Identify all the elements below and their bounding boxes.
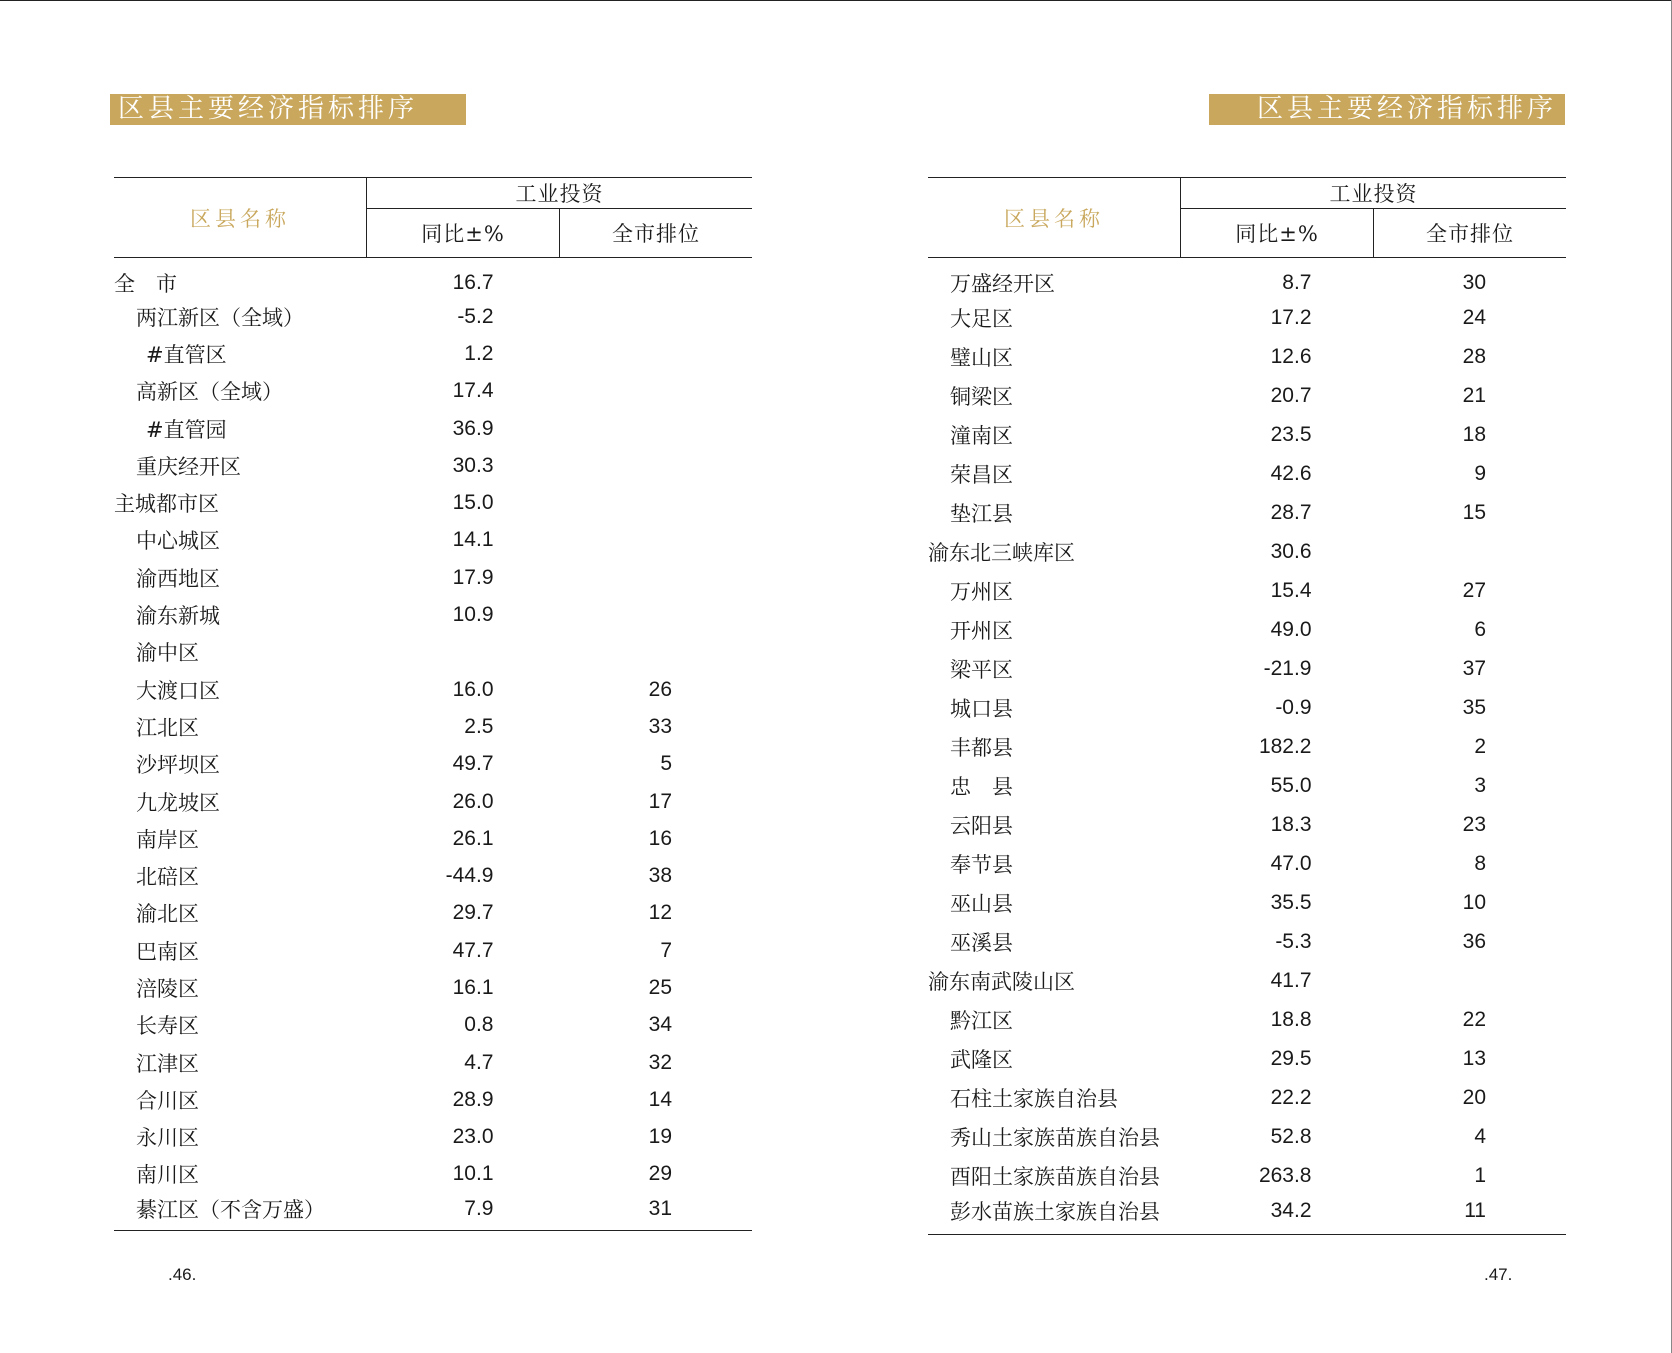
table-body (928, 258, 1566, 1235)
table-row (114, 1007, 752, 1044)
page-number: .46. (168, 1265, 197, 1284)
yoy-value-cell: 55.0 (1270, 773, 1312, 797)
yoy-value-cell: 29.5 (1270, 1046, 1312, 1070)
rank-value-cell: 25 (648, 975, 672, 999)
table-row (114, 969, 752, 1006)
district-name-cell: 南川区 (136, 1163, 199, 1188)
district-name-cell: 江津区 (136, 1051, 199, 1076)
yoy-value-cell: 47.7 (452, 938, 494, 962)
district-name-cell: 城口县 (950, 696, 1013, 721)
rank-value-cell: 27 (1462, 578, 1486, 602)
table-row (114, 932, 752, 969)
rank-value-cell: 28 (1462, 344, 1486, 368)
yoy-value-cell: 52.8 (1270, 1124, 1312, 1148)
table-row (928, 532, 1566, 571)
district-name-cell: 渝东南武陵山区 (928, 969, 1075, 994)
district-name-cell: 丰都县 (950, 735, 1013, 760)
rank-value-cell: 7 (660, 938, 672, 962)
district-name-cell: 沙坪坝区 (136, 753, 220, 778)
district-name-cell: 开州区 (950, 618, 1013, 643)
table-row (114, 1044, 752, 1081)
rank-value-cell (560, 522, 753, 559)
rank-header: 全市排位 (1374, 209, 1567, 258)
table-row (928, 922, 1566, 961)
district-name-cell: 渝中区 (136, 641, 199, 666)
table-row (114, 298, 752, 335)
district-name-cell: 大足区 (950, 306, 1013, 331)
table-row (928, 766, 1566, 805)
table-row (114, 1119, 752, 1156)
yoy-value-cell: 4.7 (464, 1050, 494, 1074)
table-row (928, 571, 1566, 610)
rank-value-cell (560, 258, 753, 299)
yoy-value-cell: 47.0 (1270, 851, 1312, 875)
yoy-value-cell: 22.2 (1270, 1085, 1312, 1109)
table-row (928, 688, 1566, 727)
table-row (114, 373, 752, 410)
district-name-cell: 云阳县 (950, 813, 1013, 838)
yoy-value-cell: 17.4 (452, 379, 494, 403)
district-name-cell: 石柱土家族自治县 (950, 1086, 1118, 1111)
rank-value-cell: 26 (648, 677, 672, 701)
yoy-value-cell: 8.7 (1282, 271, 1312, 294)
rank-value-cell: 14 (648, 1087, 672, 1111)
district-name-cell: 南岸区 (136, 827, 199, 852)
rank-value-cell: 20 (1462, 1085, 1486, 1109)
district-name-cell: 江北区 (136, 715, 199, 740)
table-row (114, 820, 752, 857)
rank-value-cell: 9 (1474, 461, 1486, 485)
district-name-cell: 渝东新城 (136, 604, 220, 629)
district-name-cell: 渝西地区 (136, 566, 220, 591)
yoy-value-cell: 30.6 (1270, 539, 1312, 563)
district-name-cell: 北碚区 (136, 865, 199, 890)
rank-value-cell: 17 (648, 789, 672, 813)
yoy-value-cell: -5.2 (457, 304, 494, 328)
district-name-cell: 九龙坡区 (136, 790, 220, 815)
rank-value-cell (560, 335, 753, 372)
yoy-value-cell: 263.8 (1258, 1163, 1312, 1187)
rank-value-cell: 10 (1462, 890, 1486, 914)
rank-value-cell: 31 (560, 1193, 753, 1230)
district-name-cell: 武隆区 (950, 1047, 1013, 1072)
yoy-header: 同比±% (1181, 209, 1374, 258)
rank-header: 全市排位 (560, 209, 753, 258)
rank-value-cell: 2 (1474, 734, 1486, 758)
table-row (114, 522, 752, 559)
yoy-value-cell: 16.7 (452, 271, 494, 294)
rank-value-cell: 37 (1462, 656, 1486, 680)
table-row (114, 708, 752, 745)
yoy-value-cell: 23.0 (452, 1125, 494, 1149)
yoy-value-cell: 1.2 (464, 341, 494, 365)
table-row (114, 857, 752, 894)
yoy-value-cell: 16.0 (452, 677, 494, 701)
district-name-cell: 忠 县 (950, 774, 1013, 799)
rank-value-cell: 11 (1374, 1195, 1567, 1234)
district-name-cell: 荣昌区 (950, 462, 1013, 487)
table-row (928, 298, 1566, 337)
yoy-value-cell: 28.7 (1270, 500, 1312, 524)
district-name-cell: 巫山县 (950, 891, 1013, 916)
rank-value-cell: 24 (1462, 305, 1486, 329)
rank-value-cell (560, 484, 753, 521)
yoy-value-cell: 14.1 (452, 528, 494, 552)
table-row (928, 727, 1566, 766)
yoy-value-cell: 7.9 (367, 1193, 560, 1230)
yoy-value-cell: 12.6 (1270, 344, 1312, 368)
district-name-cell: 主城都市区 (114, 492, 219, 517)
district-name-cell: 万盛经开区 (950, 272, 1055, 296)
district-name-cell: #直管区 (146, 342, 227, 367)
yoy-value-cell: 10.9 (452, 603, 494, 627)
district-name-cell: 璧山区 (950, 345, 1013, 370)
industrial-investment-table (928, 177, 1566, 1235)
yoy-header: 同比±% (367, 209, 560, 258)
rank-value-cell (560, 410, 753, 447)
section-banner: 区县主要经济指标排序 (110, 94, 466, 125)
yoy-value-cell: 17.9 (452, 565, 494, 589)
yoy-value-cell: 15.4 (1270, 578, 1312, 602)
table-row (114, 1081, 752, 1118)
table-row (114, 559, 752, 596)
table-row (928, 649, 1566, 688)
table-row (928, 258, 1566, 299)
yoy-value-cell: 36.9 (452, 416, 494, 440)
yoy-value-cell (367, 634, 560, 671)
yoy-value-cell: -21.9 (1263, 656, 1312, 680)
district-name-cell: 渝东北三峡库区 (928, 540, 1075, 565)
rank-value-cell: 12 (648, 901, 672, 925)
page-number: .47. (1484, 1265, 1513, 1284)
yoy-value-cell: 17.2 (1270, 305, 1312, 329)
yoy-value-cell: -0.9 (1275, 695, 1312, 719)
yoy-value-cell: 30.3 (452, 453, 494, 477)
rank-value-cell: 19 (648, 1125, 672, 1149)
table-row (114, 258, 752, 299)
industrial-investment-table (114, 177, 752, 1231)
yoy-value-cell: 182.2 (1258, 734, 1312, 758)
yoy-value-cell: 16.1 (452, 975, 494, 999)
table-row (928, 454, 1566, 493)
yoy-value-cell: 10.1 (452, 1162, 494, 1186)
yoy-value-cell: 35.5 (1270, 890, 1312, 914)
district-name-cell: 万州区 (950, 579, 1013, 604)
table-row (114, 596, 752, 633)
yoy-value-cell: 26.0 (452, 789, 494, 813)
district-name-cell: 两江新区（全域） (136, 305, 304, 330)
district-name-header: 区县名称 (114, 178, 367, 258)
yoy-value-cell: 15.0 (452, 491, 494, 515)
rank-value-cell: 4 (1474, 1124, 1486, 1148)
yoy-value-cell: 26.1 (452, 826, 494, 850)
district-name-header: 区县名称 (928, 178, 1181, 258)
yoy-value-cell: 41.7 (1270, 968, 1312, 992)
table-body (114, 258, 752, 1231)
table-row (114, 1193, 752, 1230)
table-row (114, 783, 752, 820)
rank-value-cell (560, 634, 753, 671)
table-row (114, 410, 752, 447)
yoy-value-cell: 23.5 (1270, 422, 1312, 446)
table-row (114, 895, 752, 932)
table-row (928, 1195, 1566, 1234)
district-name-cell: 大渡口区 (136, 678, 220, 703)
district-name-cell: 酉阳土家族苗族自治县 (950, 1164, 1160, 1189)
table-row (928, 610, 1566, 649)
district-name-cell: 渝北区 (136, 902, 199, 927)
rank-value-cell: 23 (1462, 812, 1486, 836)
rank-value-cell: 16 (648, 826, 672, 850)
yoy-value-cell: 42.6 (1270, 461, 1312, 485)
table-row (114, 671, 752, 708)
table-row (114, 484, 752, 521)
district-name-cell: 彭水苗族土家族自治县 (928, 1195, 1181, 1234)
district-name-cell: 秀山土家族苗族自治县 (950, 1125, 1160, 1150)
rank-value-cell (1374, 961, 1567, 1000)
yoy-value-cell: 34.2 (1181, 1195, 1374, 1234)
table-row (114, 746, 752, 783)
rank-value-cell: 36 (1462, 929, 1486, 953)
district-name-cell: 永川区 (136, 1126, 199, 1151)
rank-value-cell: 29 (648, 1162, 672, 1186)
rank-value-cell: 34 (648, 1013, 672, 1037)
table-row (928, 376, 1566, 415)
rank-value-cell: 33 (648, 714, 672, 738)
table-row (928, 415, 1566, 454)
district-name-cell: 高新区（全域） (136, 380, 283, 405)
rank-value-cell: 5 (660, 752, 672, 776)
table-row (928, 1078, 1566, 1117)
district-name-cell: 綦江区（不含万盛） (114, 1193, 367, 1230)
rank-value-cell: 22 (1462, 1007, 1486, 1031)
rank-value-cell (560, 373, 753, 410)
rank-value-cell: 6 (1474, 617, 1486, 641)
district-name-cell: 巴南区 (136, 939, 199, 964)
district-name-cell: 全 市 (114, 272, 177, 296)
yoy-value-cell: 20.7 (1270, 383, 1312, 407)
district-name-cell: 黔江区 (950, 1008, 1013, 1033)
table-row (928, 961, 1566, 1000)
rank-value-cell: 1 (1474, 1163, 1486, 1187)
district-name-cell: 涪陵区 (136, 976, 199, 1001)
rank-value-cell: 35 (1462, 695, 1486, 719)
district-name-cell: 巫溪县 (950, 930, 1013, 955)
rank-value-cell: 38 (648, 864, 672, 888)
district-name-cell: 合川区 (136, 1088, 199, 1113)
rank-value-cell: 3 (1474, 773, 1486, 797)
yoy-value-cell: 0.8 (464, 1013, 494, 1037)
table-row (928, 493, 1566, 532)
rank-value-cell: 32 (648, 1050, 672, 1074)
rank-value-cell: 13 (1462, 1046, 1486, 1070)
yoy-value-cell: 2.5 (464, 714, 494, 738)
rank-value-cell (1374, 532, 1567, 571)
table-row (928, 1117, 1566, 1156)
rank-value-cell (560, 559, 753, 596)
yoy-value-cell: 29.7 (452, 901, 494, 925)
rank-value-cell: 18 (1462, 422, 1486, 446)
district-name-cell: 长寿区 (136, 1014, 199, 1039)
district-name-cell: 奉节县 (950, 852, 1013, 877)
district-name-cell: 中心城区 (136, 529, 220, 554)
table-row (928, 1039, 1566, 1078)
yoy-value-cell: -44.9 (445, 864, 494, 888)
right-page (836, 0, 1672, 1353)
industrial-investment-header: 工业投资 (367, 178, 753, 209)
rank-value-cell (560, 447, 753, 484)
district-name-cell: 重庆经开区 (136, 454, 241, 479)
rank-value-cell: 15 (1462, 500, 1486, 524)
rank-value-cell: 21 (1462, 383, 1486, 407)
district-name-cell: 铜梁区 (950, 384, 1013, 409)
industrial-investment-header: 工业投资 (1181, 178, 1567, 209)
rank-value-cell: 30 (1462, 271, 1486, 294)
district-name-cell: 梁平区 (950, 657, 1013, 682)
table-row (928, 805, 1566, 844)
table-row (114, 1156, 752, 1193)
table-row (928, 844, 1566, 883)
table-row (928, 883, 1566, 922)
section-banner: 区县主要经济指标排序 (1209, 94, 1565, 125)
table-row (114, 447, 752, 484)
district-name-cell: 垫江县 (950, 501, 1013, 526)
rank-value-cell (560, 596, 753, 633)
yoy-value-cell: 28.9 (452, 1087, 494, 1111)
yoy-value-cell: -5.3 (1275, 929, 1312, 953)
yoy-value-cell: 18.3 (1270, 812, 1312, 836)
rank-value-cell: 8 (1474, 851, 1486, 875)
rank-value-cell (560, 298, 753, 335)
table-row (114, 634, 752, 671)
table-row (114, 335, 752, 372)
district-name-cell: 潼南区 (950, 423, 1013, 448)
table-row (928, 337, 1566, 376)
yoy-value-cell: 49.0 (1270, 617, 1312, 641)
table-row (928, 1156, 1566, 1195)
yoy-value-cell: 18.8 (1270, 1007, 1312, 1031)
yoy-value-cell: 49.7 (452, 752, 494, 776)
table-row (928, 1000, 1566, 1039)
district-name-cell: #直管园 (146, 417, 227, 442)
